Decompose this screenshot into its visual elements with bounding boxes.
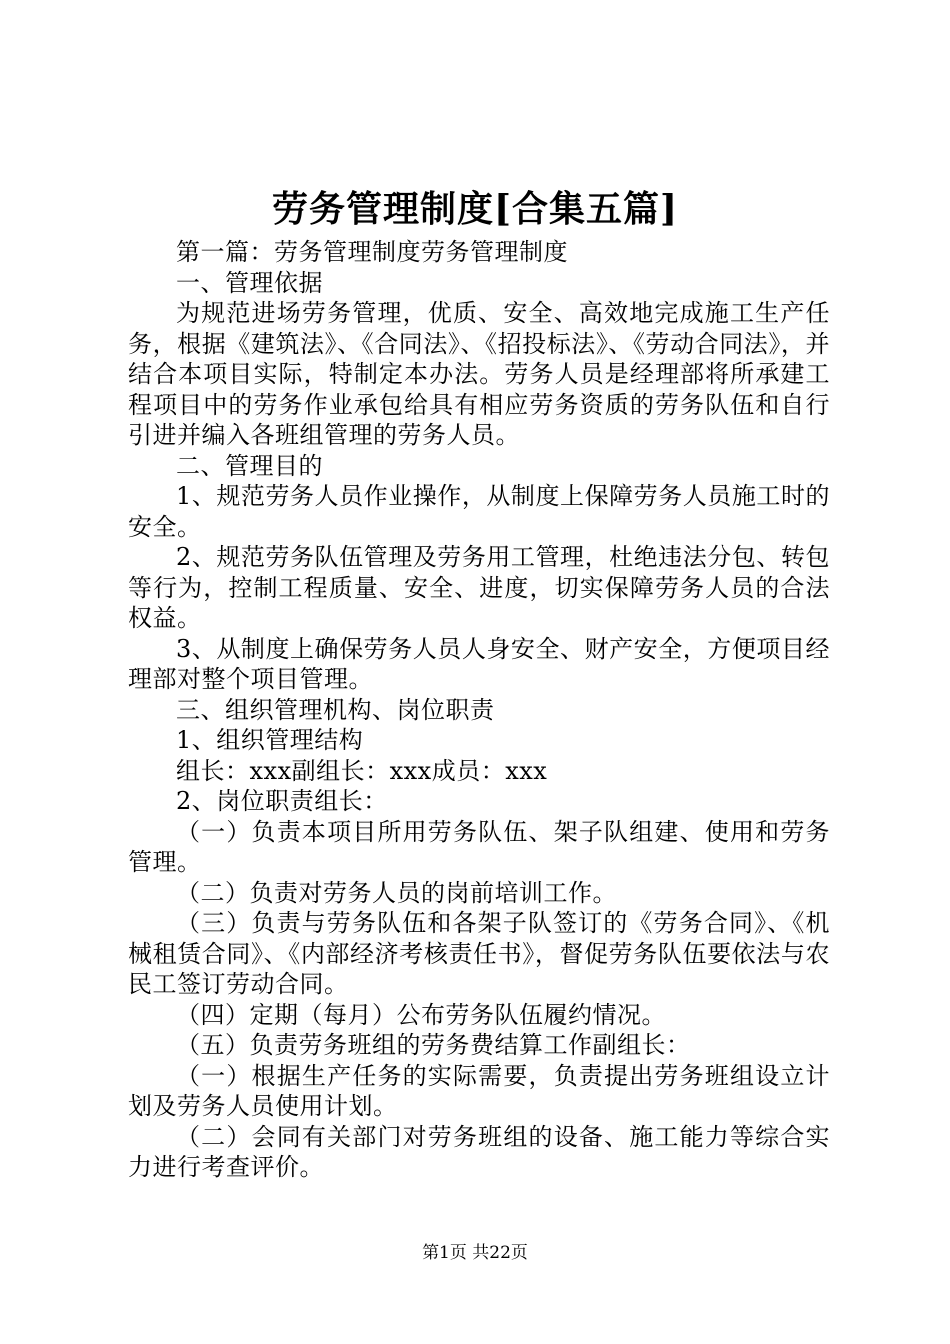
paragraph: 3、从制度上确保劳务人员人身安全、财产安全，方便项目经理部对整个项目管理。 — [128, 634, 830, 693]
paragraph: 1、规范劳务人员作业操作，从制度上保障劳务人员施工时的安全。 — [128, 482, 830, 541]
paragraph: 1、组织管理结构 — [176, 726, 364, 754]
paragraph: 第一篇：劳务管理制度劳务管理制度 — [176, 238, 568, 266]
paragraph: （三）负责与劳务队伍和各架子队签订的《劳务合同》、《机械租赁合同》、《内部经济考核责任书》，督促劳务队伍要依法与农民工签订劳动合同。 — [128, 909, 830, 998]
paragraph: （二）会同有关部门对劳务班组的设备、施工能力等综合实力进行考查评价。 — [128, 1122, 830, 1181]
paragraph: （五）负责劳务班组的劳务费结算工作副组长： — [176, 1031, 691, 1059]
paragraph: 2、规范劳务队伍管理及劳务用工管理，杜绝违法分包、转包等行为，控制工程质量、安全、进度，切实保障劳务人员的合法权益。 — [128, 543, 830, 632]
paragraph: （一）根据生产任务的实际需要，负责提出劳务班组设立计划及劳务人员使用计划。 — [128, 1061, 830, 1120]
document-body — [128, 237, 830, 1183]
paragraph: （四）定期（每月）公布劳务队伍履约情况。 — [176, 1000, 666, 1029]
paragraph: 2、岗位职责组长： — [176, 787, 388, 815]
paragraph: 三、组织管理机构、岗位职责 — [176, 695, 495, 724]
paragraph: 一、管理依据 — [176, 268, 323, 297]
paragraph: （二）负责对劳务人员的岗前培训工作。 — [176, 878, 617, 907]
page-footer: 第1页 共22页 — [422, 1243, 528, 1263]
paragraph: 为规范进场劳务管理，优质、安全、高效地完成施工生产任务，根据《建筑法》、《合同法》、《招投标法》、《劳动合同法》，并结合本项目实际，特制定本办法。劳务人员是经理部将所承建工程项目中的劳务作业承包给具有相应劳务资质的劳务队伍和自行引进并编入各班组管理的劳务人员。 — [128, 299, 830, 449]
paragraph: 组长：xxx副组长：xxx成员：xxx — [176, 756, 548, 785]
document-title: 劳务管理制度[合集五篇] — [271, 188, 679, 230]
paragraph: （一）负责本项目所用劳务队伍、架子队组建、使用和劳务管理。 — [128, 817, 830, 876]
paragraph: 二、管理目的 — [176, 451, 323, 480]
